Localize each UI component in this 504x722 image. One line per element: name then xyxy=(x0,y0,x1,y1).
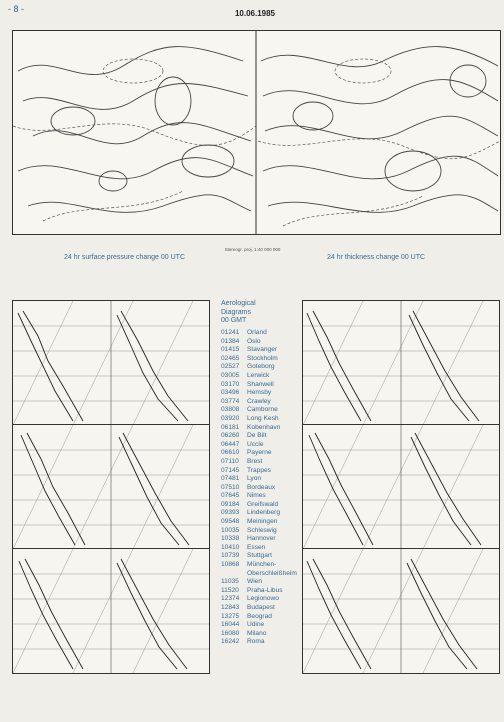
station-name: Greifswald xyxy=(247,500,279,508)
right-diagram-bottom xyxy=(302,548,500,674)
station-code: 03496 xyxy=(221,389,240,397)
station-row xyxy=(221,509,311,518)
aerological-title-line2: Diagrams xyxy=(221,308,251,316)
station-row xyxy=(221,432,311,441)
station-row xyxy=(221,638,311,647)
station-code: 01384 xyxy=(221,337,240,345)
station-row xyxy=(221,544,311,553)
station-row xyxy=(221,372,311,381)
station-row xyxy=(221,355,311,364)
station-row xyxy=(221,398,311,407)
aerological-title-line3: 00 GMT xyxy=(221,317,247,325)
station-name: Legionowo xyxy=(247,595,279,603)
station-name: Crawley xyxy=(247,397,271,405)
weather-maps-panel xyxy=(12,30,501,235)
station-name: Stuttgart xyxy=(247,552,272,560)
aerological-title-line1: Aerological xyxy=(221,300,256,307)
station-code: 13275 xyxy=(221,612,240,620)
station-code: 07481 xyxy=(221,475,240,483)
station-row xyxy=(221,424,311,433)
skew-t-drawing xyxy=(13,549,209,673)
station-row xyxy=(221,415,311,424)
station-code: 07510 xyxy=(221,483,240,491)
right-diagram-top xyxy=(302,300,500,426)
station-name: München- xyxy=(247,561,277,569)
station-name: Schleswig xyxy=(247,526,277,534)
left-diagram-middle xyxy=(12,424,210,550)
page-date: 10.06.1985 xyxy=(234,9,276,18)
station-name: Stockholm xyxy=(247,354,278,362)
station-name: Brest xyxy=(247,457,263,465)
station-name: Hannover xyxy=(247,535,276,543)
station-name: Nimes xyxy=(247,492,266,500)
station-row xyxy=(221,381,311,390)
station-name: Hemsby xyxy=(247,389,272,397)
station-code: 02527 xyxy=(221,363,240,371)
station-code: 03774 xyxy=(221,397,240,405)
station-row xyxy=(221,475,311,484)
left-diagram-bottom xyxy=(12,548,210,674)
skew-t-drawing xyxy=(303,549,499,673)
station-name: Trappes xyxy=(247,466,271,474)
skew-t-drawing xyxy=(13,425,209,549)
station-code: 01241 xyxy=(221,329,240,336)
station-row xyxy=(221,389,311,398)
station-code: 03808 xyxy=(221,406,240,414)
station-name: De Bilt xyxy=(247,432,267,440)
station-name: Lerwick xyxy=(247,371,270,379)
station-code: 07145 xyxy=(221,466,240,474)
station-name: Goteborg xyxy=(247,363,275,371)
weather-maps-drawing xyxy=(13,31,500,234)
station-row xyxy=(221,406,311,415)
skew-t-drawing xyxy=(13,301,209,425)
skew-t-drawing xyxy=(303,425,499,549)
station-row xyxy=(221,561,311,570)
station-name: Beograd xyxy=(247,612,272,620)
right-map-isolines xyxy=(261,47,498,213)
station-name: Roma xyxy=(247,638,265,646)
station-code: 09184 xyxy=(221,500,240,508)
station-name: Oberschleißheim xyxy=(247,569,297,577)
station-row xyxy=(221,535,311,544)
station-code: 07110 xyxy=(221,457,239,465)
projection-note: Stereogr. proj. 1:40 000 000 xyxy=(224,247,281,252)
aerological-title xyxy=(221,300,256,326)
station-code: 11520 xyxy=(221,586,239,594)
station-name: Camborne xyxy=(247,406,278,414)
right-map-dashed xyxy=(258,59,500,226)
station-code: 03005 xyxy=(221,371,240,379)
station-name: Bordeaux xyxy=(247,483,276,491)
station-name: Udine xyxy=(247,621,265,629)
station-code xyxy=(221,570,247,579)
left-diagram-top xyxy=(12,300,210,426)
station-row xyxy=(221,587,311,596)
station-code: 11035 xyxy=(221,578,239,586)
station-code: 03170 xyxy=(221,380,240,388)
station-row xyxy=(221,329,311,338)
right-map-caption: 24 hr thickness change 00 UTC xyxy=(327,254,426,261)
station-row xyxy=(221,363,311,372)
station-name: Praha-Libus xyxy=(247,586,283,594)
station-name: Shanwell xyxy=(247,380,274,388)
station-code: 12374 xyxy=(221,595,240,603)
station-row xyxy=(221,578,311,587)
station-code: 10868 xyxy=(221,561,240,569)
station-name: Oslo xyxy=(247,337,261,345)
left-map-caption: 24 hr surface pressure change 00 UTC xyxy=(64,254,186,261)
station-row xyxy=(221,441,311,450)
station-code: 06181 xyxy=(221,423,240,431)
station-code: 12843 xyxy=(221,604,240,611)
station-name: Lindenberg xyxy=(247,509,280,517)
station-code: 01415 xyxy=(221,346,240,354)
station-row xyxy=(221,518,311,527)
station-code: 16080 xyxy=(221,629,240,637)
station-name: Meiningen xyxy=(247,518,278,526)
station-row xyxy=(221,338,311,347)
station-row xyxy=(221,552,311,561)
station-code: 02465 xyxy=(221,354,240,362)
station-row xyxy=(221,458,311,467)
right-diagram-middle xyxy=(302,424,500,550)
station-code: 03920 xyxy=(221,414,240,422)
station-code: 10035 xyxy=(221,526,240,534)
station-row xyxy=(221,613,311,622)
station-code: 10338 xyxy=(221,535,240,543)
station-name: Long Kesh xyxy=(247,414,279,422)
station-code: 16044 xyxy=(221,621,240,629)
station-code: 10739 xyxy=(221,552,240,560)
skew-t-drawing xyxy=(303,301,499,425)
station-row xyxy=(221,630,311,639)
station-row xyxy=(221,621,311,630)
station-name: Essen xyxy=(247,543,266,551)
station-code: 06610 xyxy=(221,449,240,457)
station-name: Orland xyxy=(247,329,267,336)
station-name: Uccle xyxy=(247,440,264,448)
station-code: 16242 xyxy=(221,638,240,646)
station-code: 10410 xyxy=(221,543,240,551)
station-name: Wien xyxy=(247,578,263,586)
station-row xyxy=(221,527,311,536)
station-list xyxy=(221,329,311,647)
station-row xyxy=(221,449,311,458)
station-code: 06260 xyxy=(221,432,240,440)
station-name: Kobenhavn xyxy=(247,423,281,431)
page-number: - 8 - xyxy=(8,4,25,14)
station-row xyxy=(221,467,311,476)
station-name: Stavanger xyxy=(247,346,278,354)
station-row xyxy=(221,492,311,501)
station-code: 06447 xyxy=(221,440,240,448)
station-name: Lyon xyxy=(247,475,262,483)
station-code: 09548 xyxy=(221,518,240,526)
station-row xyxy=(221,484,311,493)
station-row xyxy=(221,604,311,613)
station-row xyxy=(221,501,311,510)
station-code: 07645 xyxy=(221,492,240,500)
station-name: Payerne xyxy=(247,449,272,457)
station-row xyxy=(221,346,311,355)
station-name: Budapest xyxy=(247,604,275,611)
station-code: 09393 xyxy=(221,509,240,517)
station-name: Milano xyxy=(247,629,267,637)
station-row xyxy=(221,570,311,579)
station-row xyxy=(221,595,311,604)
